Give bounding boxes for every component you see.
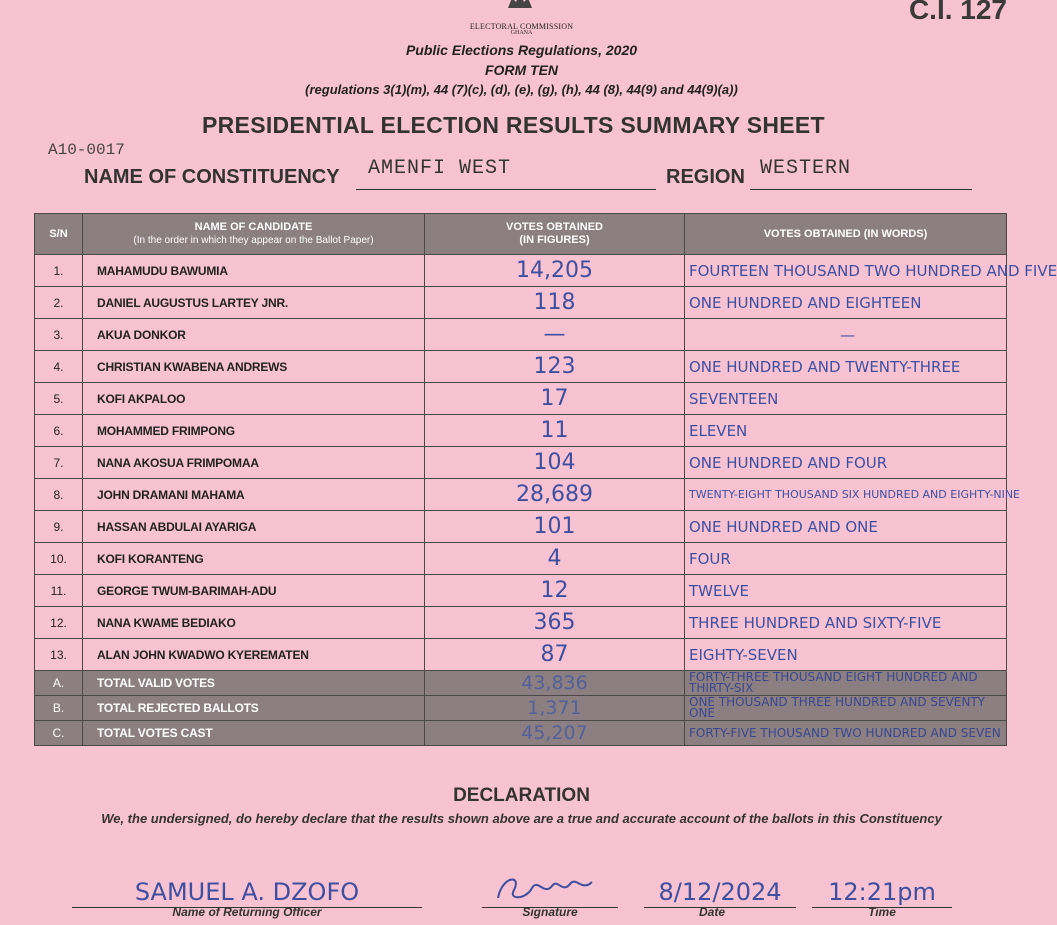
table-row xyxy=(35,479,1007,511)
votes-figures: — xyxy=(425,319,685,351)
votes-words: FOUR xyxy=(685,543,1007,575)
constituency-value: AMENFI WEST xyxy=(368,157,512,180)
votes-figures: 28,689 xyxy=(425,479,685,511)
candidate-name: HASSAN ABDULAI AYARIGA xyxy=(83,511,425,543)
header-figures-label: VOTES OBTAINED xyxy=(506,221,603,233)
total-words: FORTY-THREE THOUSAND EIGHT HUNDRED AND THIRTY-SIX xyxy=(685,671,1007,696)
row-sn: A. xyxy=(35,671,83,696)
table-row xyxy=(35,255,1007,287)
votes-words: ONE HUNDRED AND FOUR xyxy=(685,447,1007,479)
votes-figures: 118 xyxy=(425,287,685,319)
returning-officer-caption: Name of Returning Officer xyxy=(172,905,322,919)
time-caption: Time xyxy=(868,905,896,919)
total-figures: 43,836 xyxy=(425,671,685,696)
regulations-reference: (regulations 3(1)(m), 44 (7)(c), (d), (e), (g), (h), 44 (8), 44(9) and 44(9)(a)) xyxy=(305,82,738,97)
votes-figures: 17 xyxy=(425,383,685,415)
row-sn: 12. xyxy=(35,607,83,639)
candidate-name: NANA KWAME BEDIAKO xyxy=(83,607,425,639)
votes-words: TWENTY-EIGHT THOUSAND SIX HUNDRED AND EIGHTY-NINE xyxy=(685,479,1007,511)
votes-figures: 104 xyxy=(425,447,685,479)
candidate-name: NANA AKOSUA FRIMPOMAA xyxy=(83,447,425,479)
votes-words: FOURTEEN THOUSAND TWO HUNDRED AND FIVE xyxy=(685,255,1007,287)
total-rejected-ballots-row xyxy=(35,696,1007,721)
header-candidate-note: (In the order in which they appear on the Ballot Paper) xyxy=(133,235,374,246)
table-row xyxy=(35,543,1007,575)
commission-name: ELECTORAL COMMISSION xyxy=(469,22,574,31)
candidate-name: MAHAMUDU BAWUMIA xyxy=(83,255,425,287)
table-row xyxy=(35,319,1007,351)
returning-officer-field xyxy=(72,870,422,908)
total-valid-votes-row xyxy=(35,671,1007,696)
votes-figures: 123 xyxy=(425,351,685,383)
row-sn: 3. xyxy=(35,319,83,351)
votes-figures: 365 xyxy=(425,607,685,639)
total-figures: 45,207 xyxy=(425,721,685,746)
votes-words: EIGHTY-SEVEN xyxy=(685,639,1007,671)
date-value: 8/12/2024 xyxy=(658,878,782,906)
header-figures-note: (IN FIGURES) xyxy=(519,234,590,246)
total-votes-cast-row xyxy=(35,721,1007,746)
row-sn: C. xyxy=(35,721,83,746)
coat-of-arms-icon xyxy=(506,0,534,8)
region-value: WESTERN xyxy=(760,157,852,180)
total-label: TOTAL REJECTED BALLOTS xyxy=(83,696,425,721)
votes-words: ONE HUNDRED AND EIGHTEEN xyxy=(685,287,1007,319)
header-candidate-label: NAME OF CANDIDATE xyxy=(194,221,313,233)
votes-figures: 101 xyxy=(425,511,685,543)
table-row xyxy=(35,287,1007,319)
votes-words: ELEVEN xyxy=(685,415,1007,447)
votes-figures: 4 xyxy=(425,543,685,575)
candidate-name: MOHAMMED FRIMPONG xyxy=(83,415,425,447)
votes-figures: 87 xyxy=(425,639,685,671)
candidate-name: GEORGE TWUM-BARIMAH-ADU xyxy=(83,575,425,607)
row-sn: 1. xyxy=(35,255,83,287)
region-label: REGION xyxy=(666,166,745,188)
time-value: 12:21pm xyxy=(828,878,936,906)
region-line xyxy=(750,189,972,190)
table-row xyxy=(35,575,1007,607)
candidate-name: KOFI KORANTENG xyxy=(83,543,425,575)
total-label: TOTAL VALID VOTES xyxy=(83,671,425,696)
regulations-title: Public Elections Regulations, 2020 xyxy=(405,42,638,58)
total-figures: 1,371 xyxy=(425,696,685,721)
row-sn: 9. xyxy=(35,511,83,543)
row-sn: B. xyxy=(35,696,83,721)
results-table xyxy=(34,213,1057,746)
signature-field xyxy=(482,870,618,908)
table-row xyxy=(35,383,1007,415)
table-row xyxy=(35,511,1007,543)
row-sn: 6. xyxy=(35,415,83,447)
row-sn: 8. xyxy=(35,479,83,511)
table-row xyxy=(35,447,1007,479)
time-field xyxy=(812,870,952,908)
row-sn: 7. xyxy=(35,447,83,479)
header-words: VOTES OBTAINED (IN WORDS) xyxy=(685,214,1007,255)
date-field xyxy=(644,870,796,908)
total-label: TOTAL VOTES CAST xyxy=(83,721,425,746)
header-figures xyxy=(425,214,685,255)
row-sn: 5. xyxy=(35,383,83,415)
serial-number: A10-0017 xyxy=(48,141,125,159)
total-words: FORTY-FIVE THOUSAND TWO HUNDRED AND SEVEN xyxy=(685,721,1007,746)
constituency-line xyxy=(356,189,656,190)
votes-words: — xyxy=(685,319,1007,351)
row-sn: 10. xyxy=(35,543,83,575)
row-sn: 11. xyxy=(35,575,83,607)
row-sn: 4. xyxy=(35,351,83,383)
candidate-name: ALAN JOHN KWADWO KYEREMATEN xyxy=(83,639,425,671)
candidate-name: KOFI AKPALOO xyxy=(83,383,425,415)
votes-figures: 14,205 xyxy=(425,255,685,287)
header-candidate xyxy=(83,214,425,255)
declaration-title: DECLARATION xyxy=(453,785,590,806)
votes-figures: 11 xyxy=(425,415,685,447)
ci-label: C.I. 127 xyxy=(908,0,1007,25)
candidate-name: CHRISTIAN KWABENA ANDREWS xyxy=(83,351,425,383)
signature-scribble-icon xyxy=(492,870,602,906)
candidate-name: DANIEL AUGUSTUS LARTEY JNR. xyxy=(83,287,425,319)
candidate-name: JOHN DRAMANI MAHAMA xyxy=(83,479,425,511)
row-sn: 2. xyxy=(35,287,83,319)
signature-caption: Signature xyxy=(522,905,578,919)
votes-words: THREE HUNDRED AND SIXTY-FIVE xyxy=(685,607,1007,639)
votes-figures: 12 xyxy=(425,575,685,607)
date-caption: Date xyxy=(698,905,725,919)
returning-officer-name: SAMUEL A. DZOFO xyxy=(134,878,360,906)
candidate-name: AKUA DONKOR xyxy=(83,319,425,351)
constituency-label: NAME OF CONSTITUENCY xyxy=(84,166,340,188)
table-row xyxy=(35,415,1007,447)
votes-words: ONE HUNDRED AND TWENTY-THREE xyxy=(685,351,1007,383)
declaration-text: We, the undersigned, do hereby declare that the results shown above are a true and accurate account of the ballots in this Constituency xyxy=(101,811,942,826)
table-row xyxy=(35,607,1007,639)
commission-country: GHANA xyxy=(510,30,533,36)
table-header-row xyxy=(35,214,1007,255)
votes-words: SEVENTEEN xyxy=(685,383,1007,415)
form-number: FORM TEN xyxy=(484,62,559,78)
sheet-title: PRESIDENTIAL ELECTION RESULTS SUMMARY SHEET xyxy=(202,112,825,138)
row-sn: 13. xyxy=(35,639,83,671)
votes-words: ONE HUNDRED AND ONE xyxy=(685,511,1007,543)
table-row xyxy=(35,639,1007,671)
total-words: ONE THOUSAND THREE HUNDRED AND SEVENTY ONE xyxy=(685,696,1007,721)
header-sn: S/N xyxy=(35,214,83,255)
votes-words: TWELVE xyxy=(685,575,1007,607)
table-row xyxy=(35,351,1007,383)
